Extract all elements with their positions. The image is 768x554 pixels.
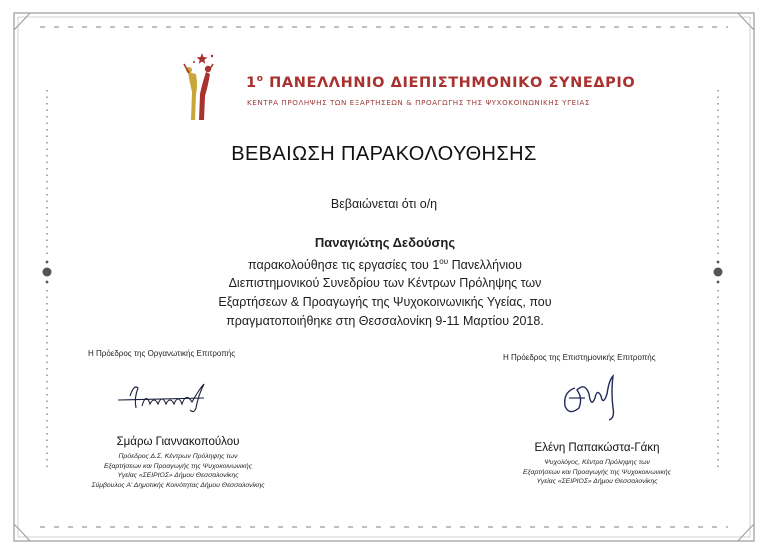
right-signatory-description: Ψυχολόγος, Κέντρα Πρόληψης των Εξαρτήσεων και Προαγωγής της Ψυχοκοινωνικής Υγείας «ΣΕΙΡΙΟΣ» Δήμου Θεσσαλονίκης	[522, 459, 672, 486]
right-signatory-name: Ελένη Παπακώστα-Γάκη	[534, 442, 660, 454]
right-signature-scribble	[555, 368, 625, 423]
left-signatory-name: Σμάρω Γιαννακοπούλου	[116, 436, 240, 448]
conference-subtitle: ΚΕΝΤΡΑ ΠΡΟΛΗΨΗΣ ΤΩΝ ΕΞΑΡΤΗΣΕΩΝ & ΠΡΟΑΓΩΓΗΣ ΤΗΣ ΨΥΧΟΚΟΙΝΩΝΙΚΗΣ ΥΓΕΙΑΣ	[247, 98, 590, 107]
left-signatory-description: Πρόεδρος Δ.Σ. Κέντρων Πρόληψης των Εξαρτήσεων και Προαγωγής της Ψυχοκοινωνικής Υγείας «ΣΕΙΡΙΟΣ» Δήμου Θεσσαλονίκης Σύμβουλος Α' Δημοτικής Κοινότητας Δήμου Θεσσαλονίκης	[91, 453, 265, 489]
left-signature-scribble	[112, 378, 212, 418]
body-line-1: παρακολούθησε τις εργασίες του $1^{o\upsilon}$ Πανελλήνιου	[248, 256, 522, 272]
body-line-4: πραγματοποιήθηκε στη Θεσσαλονίκη 9-11 Μαρτίου 2018.	[226, 313, 544, 328]
two-figures-logo-icon	[178, 50, 218, 122]
certificate-body	[170, 234, 600, 330]
certificate-heading: ΒΕΒΑΙΩΣΗ ΠΑΡΑΚΟΛΟΥΘΗΣΗΣ	[231, 143, 537, 165]
right-signatory-role: Η Πρόεδρος της Επιστημονικής Επιτροπής	[503, 353, 656, 362]
conference-title: $1^o$ ΠΑΝΕΛΛΗΝΙΟ ΔΙΕΠΙΣΤΗΜΟΝΙΚΟ ΣΥΝΕΔΡΙΟ	[246, 74, 636, 91]
left-signatory-role: Η Πρόεδρος της Οργανωτικής Επιτροπής	[88, 349, 236, 358]
body-line-3: Εξαρτήσεων & Προαγωγής της Ψυχοκοινωνικής Υγείας, που	[218, 294, 552, 309]
certificate-intro: Βεβαιώνεται ότι ο/η	[330, 197, 438, 211]
recipient-name: Παναγιώτης Δεδούσης	[314, 235, 456, 250]
body-line-2: Διεπιστημονικού Συνεδρίου των Κέντρων Πρόληψης των	[228, 276, 542, 291]
